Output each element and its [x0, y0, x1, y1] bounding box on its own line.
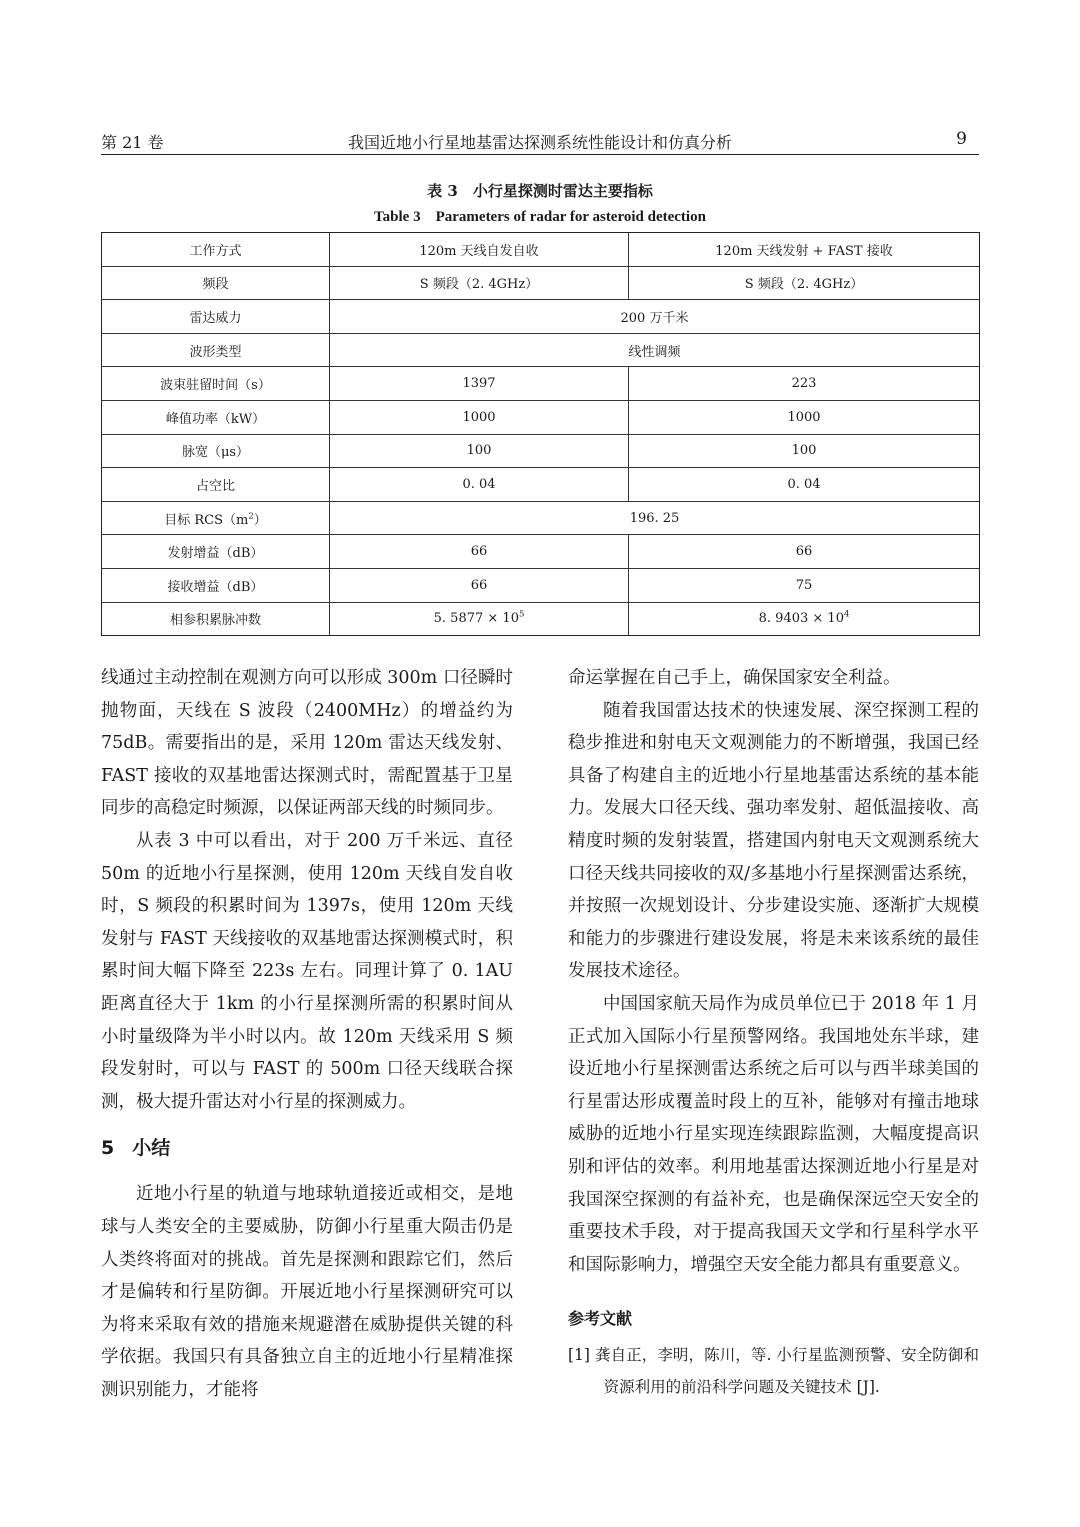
value-cell: 100	[330, 434, 629, 468]
param-cell: 相参积累脉冲数	[102, 602, 330, 636]
param-superscript: 2	[248, 510, 254, 521]
right-column	[568, 662, 979, 1403]
value-exponent: 4	[843, 609, 850, 619]
body-paragraph: 近地小行星的轨道与地球轨道接近或相交，是地球与人类安全的主要威胁，防御小行星重大陨击仍是人类终将面对的挑战。首先是探测和跟踪它们，然后才是偏转和行星防御。开展近地小行星探测研究可以为将来采取有效的措施来规避潜在威胁提供关键的科学依据。我国只有具备独立自主的近地小行星精准探测识别能力，才能将	[101, 1184, 513, 1400]
table-row	[102, 333, 980, 367]
value-cell: 0. 04	[629, 468, 980, 502]
param-suffix: ）	[253, 512, 267, 528]
body-paragraph: 线通过主动控制在观测方向可以形成 300m 口径瞬时抛物面，天线在 S 波段（2400MHz）的增益约为 75dB。需要指出的是，采用 120m 雷达天线发射、FAST 接收的双基地雷达探测式时，需配置基于卫星同步的高稳定时频源，以保证两部天线的时频同步。	[101, 668, 513, 819]
table-row	[102, 233, 980, 267]
param-cell: 波束驻留时间（s）	[102, 367, 330, 401]
param-cell: 脉宽（μs）	[102, 434, 330, 468]
table-row	[102, 535, 980, 569]
value-cell: 0. 04	[330, 468, 629, 502]
value-cell: 1000	[330, 400, 629, 434]
value-base: 5. 5877 × 10	[433, 611, 519, 627]
table-row	[102, 300, 980, 334]
value-cell: 120m 天线发射 + FAST 接收	[629, 233, 980, 267]
param-cell	[102, 501, 330, 535]
merged-value-cell: 线性调频	[330, 333, 980, 367]
body-paragraph: 命运掌握在自己手上，确保国家安全利益。	[568, 668, 901, 688]
merged-value-cell: 200 万千米	[330, 300, 980, 334]
param-text: 目标 RCS（m	[164, 512, 249, 528]
param-cell: 工作方式	[102, 233, 330, 267]
value-cell	[330, 602, 629, 636]
section-title: 小结	[132, 1137, 171, 1160]
value-cell: 1397	[330, 367, 629, 401]
value-cell: 75	[629, 568, 980, 602]
table-row	[102, 602, 980, 636]
table-row	[102, 266, 980, 300]
table-caption-en: Table 3 Parameters of radar for asteroid detection	[374, 209, 706, 225]
table-row	[102, 501, 980, 535]
page-number: 9	[956, 129, 967, 149]
table-row	[102, 400, 980, 434]
body-paragraph: 随着我国雷达技术的快速发展、深空探测工程的稳步推进和射电天文观测能力的不断增强，我国已经具备了构建自主的近地小行星地基雷达系统的基本能力。发展大口径天线、强功率发射、超低温接收、高精度时频的发射装置，搭建国内射电天文观测系统大口径天线共同接收的双/多基地小行星探测雷达系统，并按照一次规划设计、分步建设实施、逐渐扩大规模和能力的步骤进行建设发展，将是未来该系统的最佳发展技术途径。	[568, 700, 979, 982]
param-cell: 峰值功率（kW）	[102, 400, 330, 434]
reference-item: [1] 龚自正，李明，陈川，等. 小行星监测预警、安全防御和资源利用的前沿科学问题及关键技术 [J].	[568, 1346, 979, 1397]
value-cell: 120m 天线自发自收	[330, 233, 629, 267]
page-header	[101, 128, 979, 155]
volume-label: 第 21 卷	[101, 133, 164, 152]
value-cell: 66	[330, 535, 629, 569]
body-paragraph: 中国国家航天局作为成员单位已于 2018 年 1 月正式加入国际小行星预警网络。我国地处东半球，建设近地小行星探测雷达系统之后可以与西半球美国的行星雷达形成覆盖时段上的互补，能够对有撞击地球威胁的近地小行星实现连续跟踪监测，大幅度提高识别和评估的效率。利用地基雷达探测近地小行星是对我国深空探测的有益补充，也是确保深远空天安全的重要技术手段，对于提高我国天文学和行星科学水平和国际影响力，增强空天安全能力都具有重要意义。	[568, 993, 979, 1275]
param-cell: 发射增益（dB）	[102, 535, 330, 569]
body-paragraph: 从表 3 中可以看出，对于 200 万千米远、直径 50m 的近地小行星探测，使用 120m 天线自发自收时，S 频段的积累时间为 1397s，使用 120m 天线发射与 FAST 天线接收的双基地雷达探测模式时，积累时间大幅下降至 223s 左右。同理计算了 0. 1AU 距离直径大于 1km 的小行星探测所需的积累时间从小时量级降为半小时以内。故 120m 天线采用 S 频段发射时，可以与 FAST 的 500m 口径天线联合探测，极大提升雷达对小行星的探测威力。	[101, 830, 513, 1112]
param-cell: 波形类型	[102, 333, 330, 367]
value-base: 8. 9403 × 10	[758, 611, 844, 627]
table-row	[102, 568, 980, 602]
references-heading: 参考文献	[568, 1309, 633, 1329]
value-cell	[629, 602, 980, 636]
value-cell: 100	[629, 434, 980, 468]
merged-value-cell: 196. 25	[330, 501, 980, 535]
value-cell: 66	[629, 535, 980, 569]
radar-parameters-table	[101, 232, 980, 636]
value-cell: S 频段（2. 4GHz）	[629, 266, 980, 300]
param-cell: 占空比	[102, 468, 330, 502]
table-row	[102, 434, 980, 468]
table-row	[102, 468, 980, 502]
section-number: 5	[101, 1137, 115, 1160]
value-cell: 66	[330, 568, 629, 602]
left-column	[101, 662, 513, 1406]
value-cell: 223	[629, 367, 980, 401]
table-row	[102, 367, 980, 401]
running-title: 我国近地小行星地基雷达探测系统性能设计和仿真分析	[347, 133, 732, 152]
section-heading	[101, 1128, 513, 1168]
param-cell: 频段	[102, 266, 330, 300]
value-cell: 1000	[629, 400, 980, 434]
value-cell: S 频段（2. 4GHz）	[330, 266, 629, 300]
table-caption-zh: 表 3 小行星探测时雷达主要指标	[427, 182, 653, 200]
value-exponent: 5	[518, 609, 525, 619]
param-cell: 接收增益（dB）	[102, 568, 330, 602]
param-cell: 雷达威力	[102, 300, 330, 334]
